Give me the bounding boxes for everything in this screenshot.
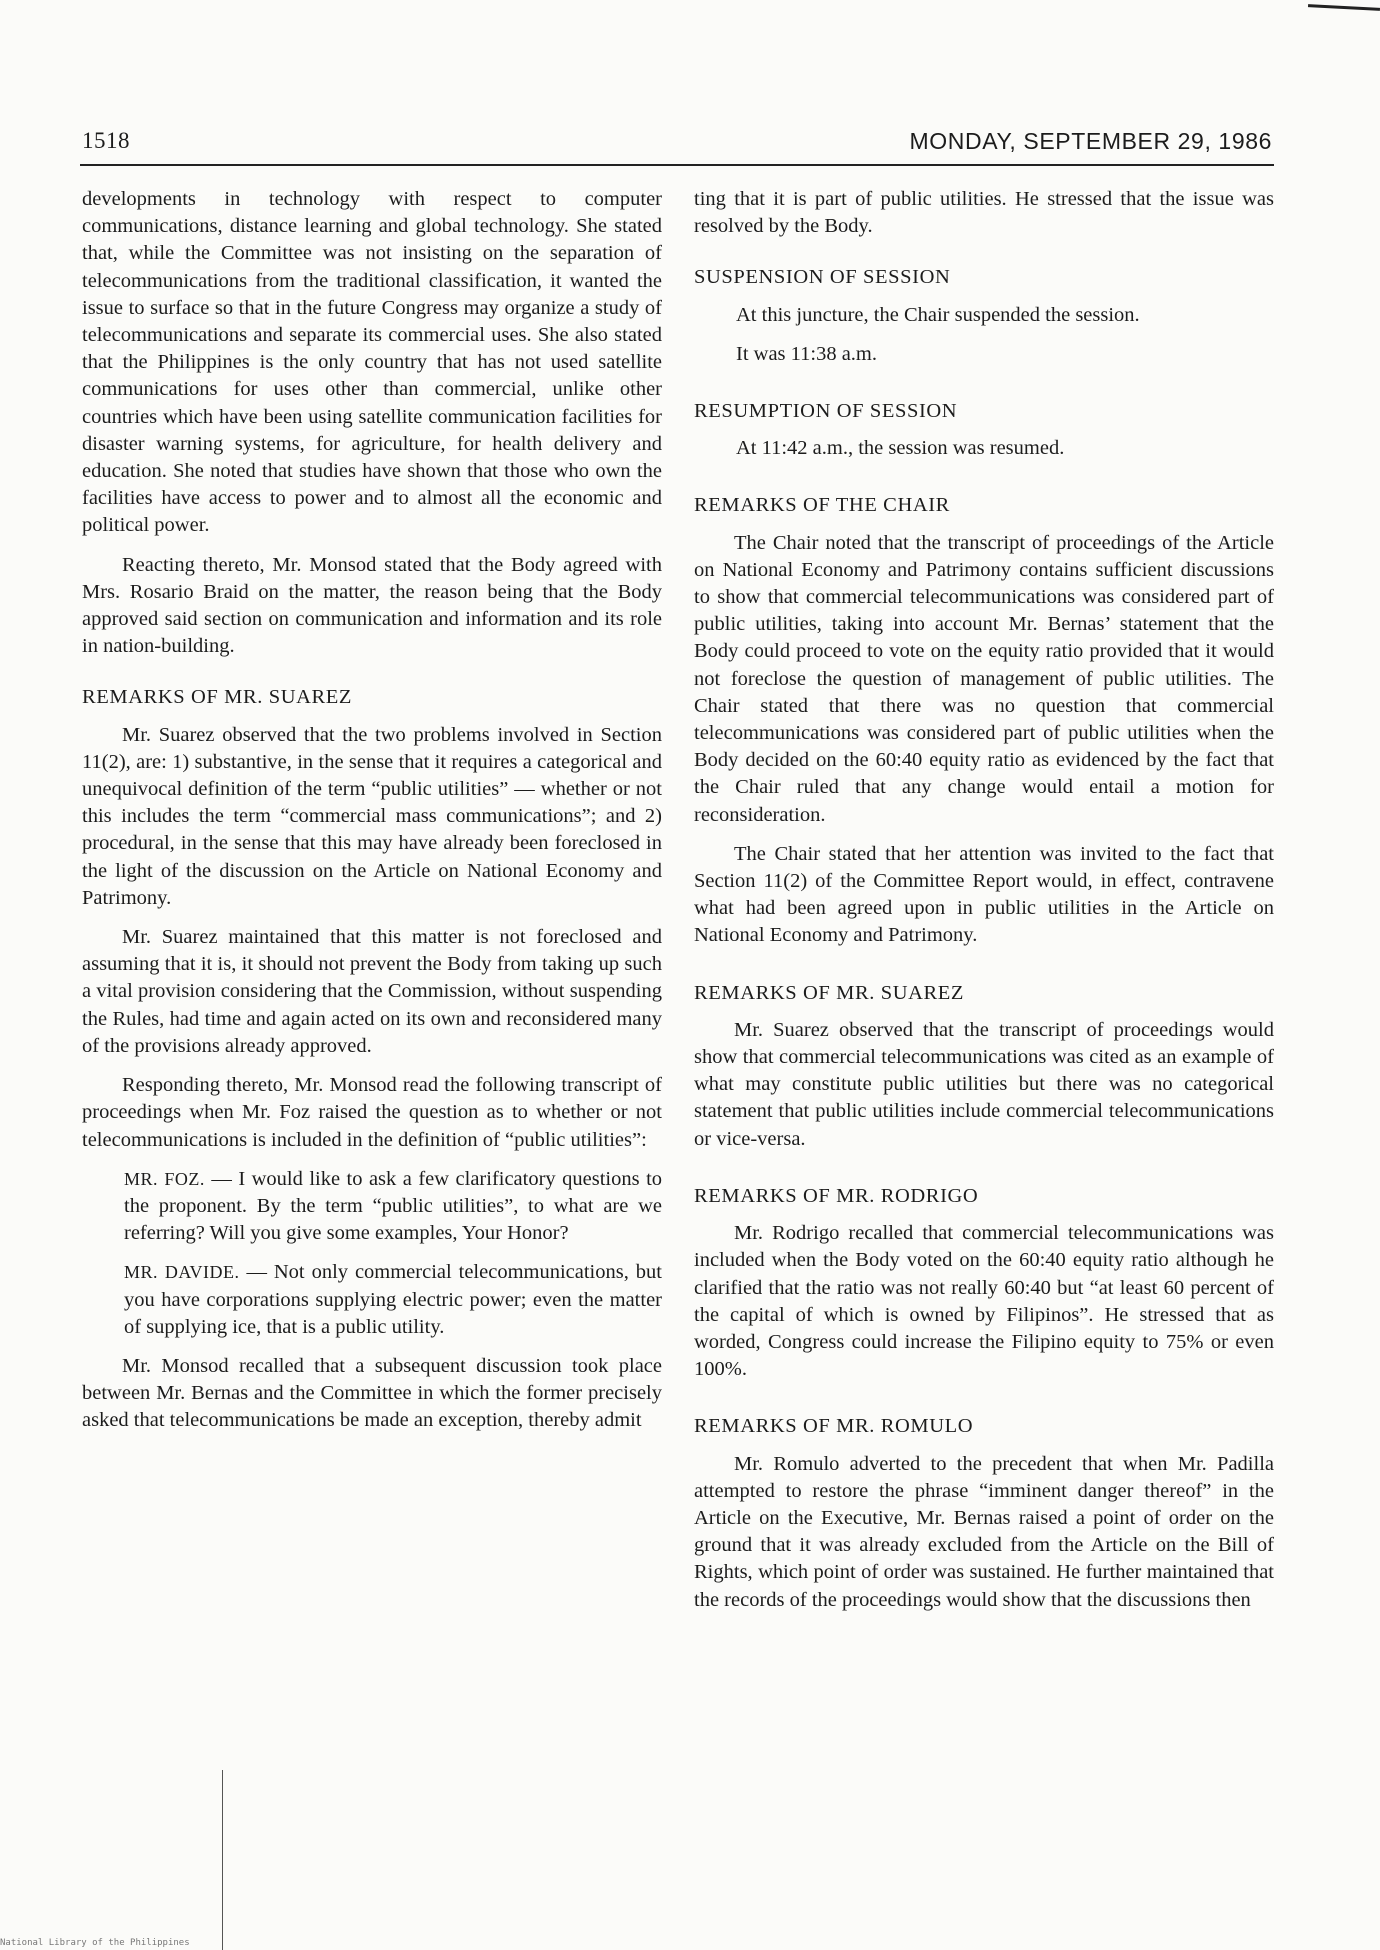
paragraph: Reacting thereto, Mr. Monsod stated that the Body agreed with Mrs. Rosario Braid on the matter, the reason being that the Body approved said section on communication and information and its role in nation-building. (82, 553, 662, 658)
paragraph: Mr. Suarez observed that the transcript of proceedings would show that commercial telecommunications was cited as an example of what may constitute public utilities but there was no categorical statement that public utilities include commercial telecommunications or vice-versa. (694, 1018, 1274, 1150)
right-column (694, 186, 1274, 1626)
scan-footer-note: National Library of the Philippines (0, 1938, 190, 1948)
scan-edge-mark (1308, 4, 1380, 11)
scan-artifact-line (222, 1770, 223, 1950)
paragraph: Responding thereto, Mr. Monsod read the following transcript of proceedings when Mr. Foz raised the question as to whether or not telecommunications is included in the definition of “public utilities”: (82, 1074, 662, 1151)
paragraph: Mr. Monsod recalled that a subsequent discussion took place between Mr. Bernas and the Committee in which the former precisely asked that telecommunications be made an exception, thereby admit (82, 1354, 662, 1432)
session-date: MONDAY, SEPTEMBER 29, 1986 (909, 128, 1272, 154)
paragraph: Mr. Romulo adverted to the precedent that when Mr. Padilla attempted to restore the phrase “imminent danger thereof” in the Article on the Executive, Mr. Bernas raised a point of order on the ground that it was already excluded from the Article on the Bill of Rights, which point of order was sustained. He further maintained that the records of the proceedings would show that the discussions then (694, 1452, 1274, 1611)
paragraph: At this juncture, the Chair suspended the session. (736, 303, 1140, 326)
section-heading: REMARKS OF MR. RODRIGO (694, 1184, 979, 1207)
paragraph: developments in technology with respect to computer communications, distance learning and global technology. She stated that, while the Committee was not insisting on the separation of telecommunications from the traditional classification, it wanted the issue to surface so that in the future Congress may organize a study of telecommunications and separate its commercial uses. She also stated that the Philippines is the only country that has not used satellite communications for uses other than commercial, unlike other countries which have been using satellite communication facilities for disaster warning systems, for agriculture, for health delivery and education. She noted that studies have shown that those who own the facilities have access to power and to almost all the economic and political power. (82, 188, 662, 537)
section-heading: REMARKS OF THE CHAIR (694, 494, 950, 517)
paragraph: Mr. Suarez observed that the two problems involved in Section 11(2), are: 1) substantive, in the sense that it requires a categorical and unequivocal definition of the term “public utilities” — whether or not this includes the term “commercial mass communications”; and 2) procedural, in the sense that this may have already been foreclosed in the light of the discussion on the Article on National Economy and Patrimony. (82, 723, 662, 909)
quote-text: — I would like to ask a few clarificatory questions to the proponent. By the term “public utilities”, to what are we referring? Will you give some examples, Your Honor? (124, 1167, 663, 1245)
section-heading: REMARKS OF MR. ROMULO (694, 1415, 974, 1438)
paragraph: It was 11:38 a.m. (736, 342, 878, 365)
quote-text: — Not only commercial telecommunications, but you have corporations supplying electric power; even the matter of supplying ice, that is a public utility. (124, 1261, 662, 1338)
speaker-label: MR. DAVIDE. (124, 1262, 240, 1283)
section-heading: REMARKS OF MR. SUAREZ (82, 686, 353, 709)
paragraph: The Chair stated that her attention was invited to the fact that Section 11(2) of the Committee Report would, in effect, contravene what had been agreed upon in public utilities in the Article on National Economy and Patrimony. (694, 842, 1274, 947)
section-heading: RESUMPTION OF SESSION (694, 400, 958, 423)
paragraph: Mr. Suarez maintained that this matter is not foreclosed and assuming that it is, it should not prevent the Body from taking up such a vital provision considering that the Commission, without suspending the Rules, had time and again acted on its own and reconsidered many of the provisions already approved. (82, 926, 662, 1057)
section-heading: SUSPENSION OF SESSION (694, 266, 951, 289)
header-rule (80, 164, 1274, 166)
transcript-quote (82, 1166, 662, 1248)
paragraph: The Chair noted that the transcript of proceedings of the Article on National Economy and Patrimony contains sufficient discussions to show that commercial telecommunications was considered part of public utilities, taking into account Mr. Bernas’ statement that the Body could proceed to vote on the equity ratio provided that it would not foreclose the question of management of public utilities. The Chair stated that there was no question that commercial telecommunications was considered part of public utilities when the Body decided on the 60:40 equity ratio as evidenced by the fact that the Chair ruled that any change would entail a motion for reconsideration. (694, 531, 1274, 826)
paragraph: ting that it is part of public utilities. He stressed that the issue was resolved by the Body. (694, 188, 1274, 238)
paragraph: At 11:42 a.m., the session was resumed. (736, 437, 1065, 460)
left-column (82, 186, 662, 1447)
paragraph: Mr. Rodrigo recalled that commercial telecommunications was included when the Body voted on the 60:40 equity ratio although he clarified that the ratio was not really 60:40 but “at least 60 percent of the capital of which is owned by Filipinos”. He stressed that as worded, Congress could increase the Filipino equity to 75% or even 100%. (694, 1222, 1274, 1381)
speaker-label: MR. FOZ. (124, 1168, 205, 1189)
page-header (82, 128, 1272, 162)
transcript-quote (82, 1259, 662, 1341)
section-heading: REMARKS OF MR. SUAREZ (694, 981, 965, 1004)
page-number: 1518 (82, 128, 130, 153)
